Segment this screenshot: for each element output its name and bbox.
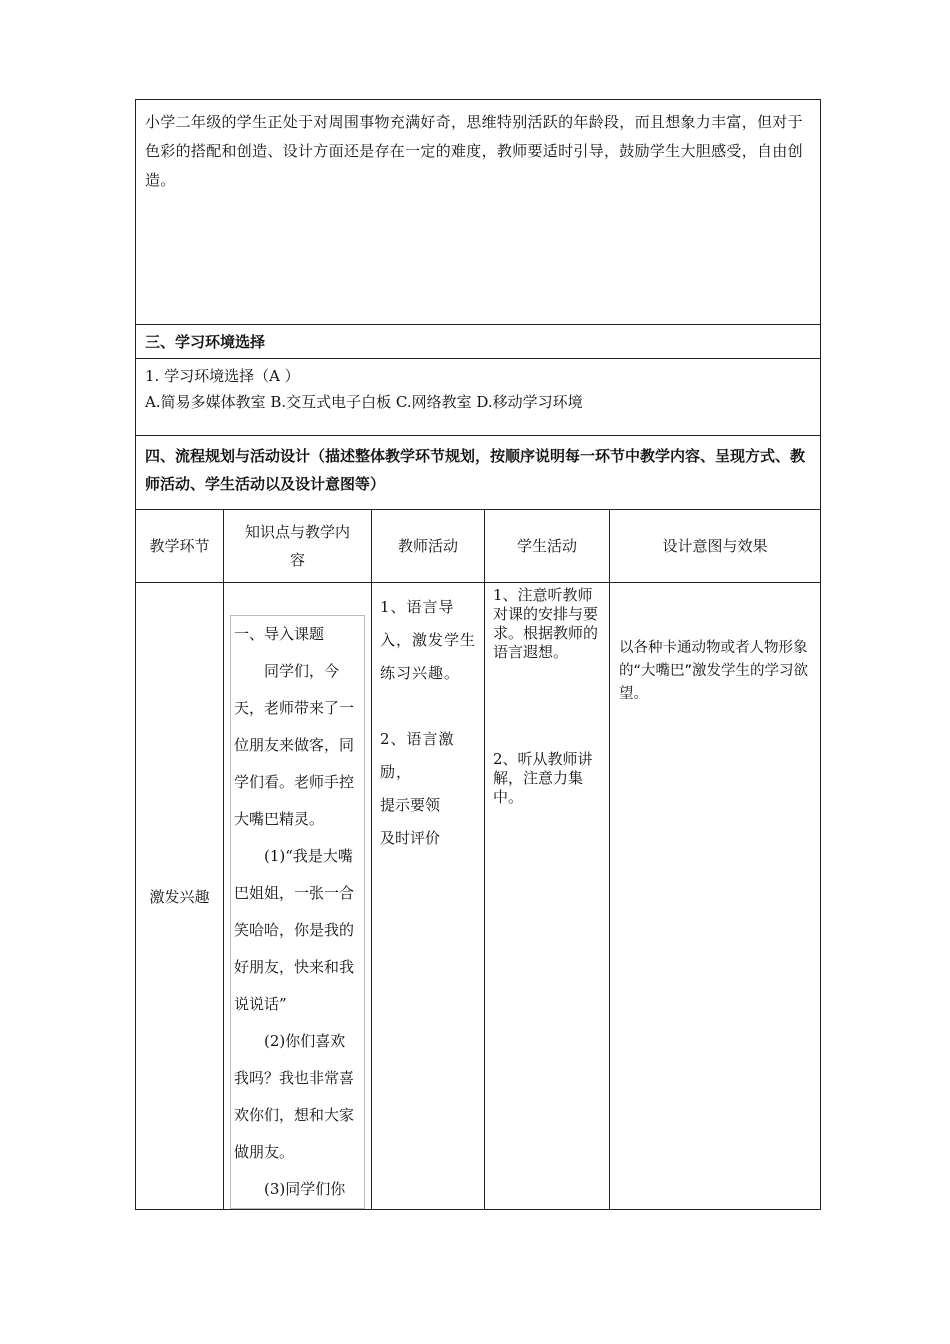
content-text-box bbox=[230, 615, 365, 1209]
content-paragraph: (2)你们喜欢我吗？我也非常喜欢你们，想和大家做朋友。 bbox=[234, 1032, 355, 1161]
table-row bbox=[136, 583, 821, 1210]
content-heading: 一、导入课题 bbox=[234, 625, 325, 643]
section-4-heading-cell bbox=[136, 436, 821, 510]
teacher-activity-1: 1、语言导入，激发学生练习兴趣。 bbox=[380, 598, 477, 682]
teacher-activity-2-line2: 提示要领 bbox=[380, 796, 441, 814]
col-header-content: 知识点与教学内容 bbox=[224, 510, 372, 583]
teacher-activity-2-line3: 及时评价 bbox=[380, 829, 441, 847]
student-activity-2: 2、听从教师讲解，注意力集中。 bbox=[493, 750, 593, 806]
lesson-plan-table bbox=[135, 99, 821, 1210]
section-4-title: 四、流程规划与活动设计（描述整体教学环节规划，按顺序说明每一环节中教学内容、呈现方式、教师活动、学生活动以及设计意图等） bbox=[145, 447, 806, 493]
content-paragraph: (1)“我是大嘴巴姐姐，一张一合笑哈哈，你是我的好朋友，快来和我说说话” bbox=[234, 847, 355, 1013]
environment-options: A.简易多媒体教室 B.交互式电子白板 C.网络教室 D.移动学习环境 bbox=[145, 393, 583, 411]
section-3-heading-cell bbox=[136, 325, 821, 359]
student-cell bbox=[485, 583, 610, 1210]
col-header-teacher: 教师活动 bbox=[372, 510, 485, 583]
stage-cell: 激发兴趣 bbox=[136, 583, 224, 1210]
environment-cell bbox=[136, 359, 821, 436]
col-header-design: 设计意图与效果 bbox=[610, 510, 821, 583]
content-paragraph: (3)同学们你 bbox=[234, 1180, 346, 1198]
design-cell bbox=[610, 583, 821, 1210]
teacher-cell bbox=[372, 583, 485, 1210]
section-3-title: 三、学习环境选择 bbox=[145, 333, 266, 351]
column-header-row bbox=[136, 510, 821, 583]
teacher-activity-2: 2、语言激励， bbox=[380, 730, 455, 781]
content-paragraph: 同学们，今天，老师带来了一位朋友来做客，同学们看。老师手控大嘴巴精灵。 bbox=[234, 662, 355, 828]
design-intent-text: 以各种卡通动物或者人物形象的“大嘴巴”激发学生的学习欲望。 bbox=[619, 640, 809, 702]
environment-choice: 1. 学习环境选择（A ） bbox=[145, 367, 300, 385]
content-cell bbox=[224, 583, 372, 1210]
student-activity-1: 1、注意听教师对课的安排与要求。根据教师的语言遐想。 bbox=[493, 586, 599, 661]
col-header-stage: 教学环节 bbox=[136, 510, 224, 583]
student-analysis-text: 小学二年级的学生正处于对周围事物充满好奇，思维特别活跃的年龄段，而且想象力丰富，但对于色彩的搭配和创造、设计方面还是存在一定的难度，教师要适时引导，鼓励学生大胆感受，自由创造。 bbox=[145, 113, 803, 189]
student-analysis-cell bbox=[136, 100, 821, 325]
col-header-student: 学生活动 bbox=[485, 510, 610, 583]
